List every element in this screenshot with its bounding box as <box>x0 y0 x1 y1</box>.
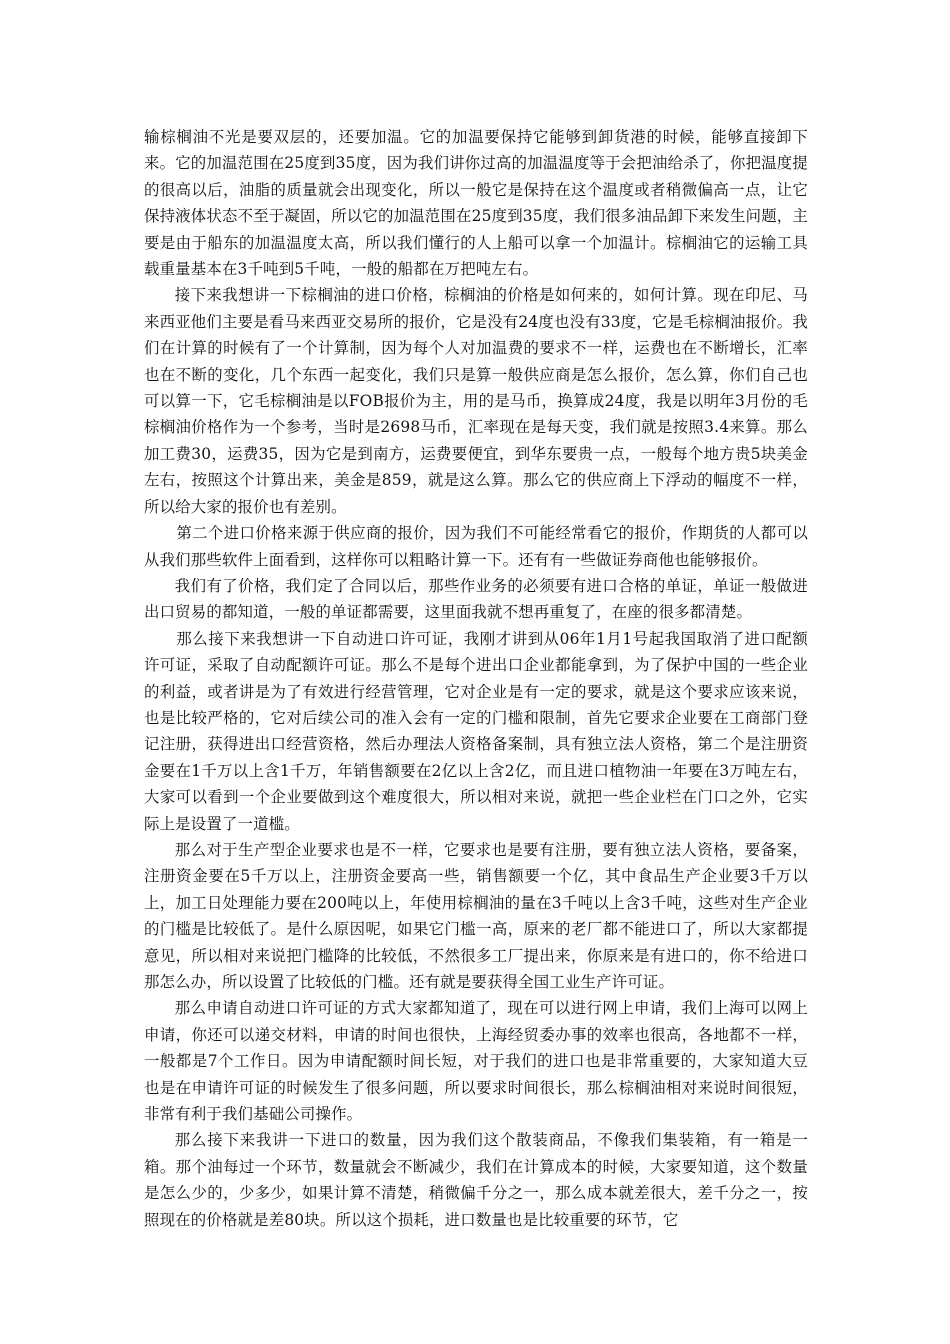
paragraph-6: 那么对于生产型企业要求也是不一样，它要求也是要有注册，要有独立法人资格，要备案，注册资金要在5千万以上，注册资金要高一些，销售额要一个亿，其中食品生产企业要3千万以上，加工日处理能力要在200吨以上，年使用棕榈油的量在3千吨以上含3千吨，这些对生产企业的门槛是比较低了。是什么原因呢，如果它门槛一高，原来的老厂都不能进口了，所以大家都提意见，所以相对来说把门槛降的比较低，不然很多工厂提出来，你原来是有进口的，你不给进口那怎么办，所以设置了比较低的门槛。还有就是要获得全国工业生产许可证。 <box>144 840 808 991</box>
paragraph-7: 那么申请自动进口许可证的方式大家都知道了，现在可以进行网上申请，我们上海可以网上申请，你还可以递交材料，申请的时间也很快，上海经贸委办事的效率也很高，各地都不一样，一般都是7个工作日。因为申请配额时间长短，对于我们的进口也是非常重要的，大家知道大豆也是在申请许可证的时候发生了很多问题，所以要求时间很长，那么棕榈油相对来说时间很短，非常有利于我们基础公司操作。 <box>144 999 808 1124</box>
paragraph-5: 那么接下来我想讲一下自动进口许可证，我刚才讲到从06年1月1号起我国取消了进口配额许可证，采取了自动配额许可证。那么不是每个进出口企业都能拿到，为了保护中国的一些企业的利益，或者讲是为了有效进行经营管理，它对企业是有一定的要求，就是这个要求应该来说，也是比较严格的，它对后续公司的准入会有一定的门槛和限制，首先它要求企业要在工商部门登记注册，获得进出口经营资格，然后办理法人资格备案制，具有独立法人资格，第二个是注册资金要在1千万以上含1千万，年销售额要在2亿以上含2亿，而且进口植物油一年要在3万吨左右，大家可以看到一个企业要做到这个难度很大，所以相对来说，就把一些企业栏在门口之外，它实际上是设置了一道槛。 <box>144 629 808 833</box>
paragraph-3: 第二个进口价格来源于供应商的报价，因为我们不可能经常看它的报价，作期货的人都可以从我们那些软件上面看到，这样你可以粗略计算一下。还有有一些做证券商他也能够报价。 <box>144 524 808 569</box>
paragraph-2: 接下来我想讲一下棕榈油的进口价格，棕榈油的价格是如何来的，如何计算。现在印尼、马来西亚他们主要是看马来西亚交易所的报价，它是没有24度也没有33度，它是毛棕榈油报价。我们在计算的时候有了一个计算制，因为每个人对加温费的要求不一样，运费也在不断增长，汇率也在不断的变化，几个东西一起变化，我们只是算一般供应商是怎么报价，怎么算，你们自己也可以算一下，它毛棕榈油是以FOB报价为主，用的是马币，换算成24度，我是以明年3月份的毛棕榈油价格作为一个参考，当时是2698马币，汇率现在是每天变，我们就是按照3.4来算。那么加工费30，运费35，因为它是到南方，运费要便宜，到华东要贵一点，一般每个地方贵5块美金左右，按照这个计算出来，美金是859，就是这么算。那么它的供应商上下浮动的幅度不一样，所以给大家的报价也有差别。 <box>144 286 808 516</box>
paragraph-1: 输棕榈油不光是要双层的，还要加温。它的加温要保持它能够到卸货港的时候，能够直接卸下来。它的加温范围在25度到35度，因为我们讲你过高的加温温度等于会把油给杀了，你把温度提的很高以后，油脂的质量就会出现变化，所以一般它是保持在这个温度或者稍微偏高一点，让它保持液体状态不至于凝固，所以它的加温范围在25度到35度，我们很多油品卸下来发生问题，主要是由于船东的加温温度太高，所以我们懂行的人上船可以拿一个加温计。棕榈油它的运输工具载重量基本在3千吨到5千吨，一般的船都在万把吨左右。 <box>144 128 808 279</box>
paragraph-8: 那么接下来我讲一下进口的数量，因为我们这个散装商品，不像我们集装箱，有一箱是一箱。那个油每过一个环节，数量就会不断减少，我们在计算成本的时候，大家要知道，这个数量是怎么少的，少多少，如果计算不清楚，稍微偏千分之一，那么成本就差很大，差千分之一，按照现在的价格就是差80块。所以这个损耗，进口数量也是比较重要的环节，它 <box>144 1131 808 1229</box>
paragraph-4: 我们有了价格，我们定了合同以后，那些作业务的必须要有进口合格的单证，单证一般做进出口贸易的都知道，一般的单证都需要，这里面我就不想再重复了，在座的很多都清楚。 <box>144 576 808 622</box>
document-body <box>144 124 808 1233</box>
